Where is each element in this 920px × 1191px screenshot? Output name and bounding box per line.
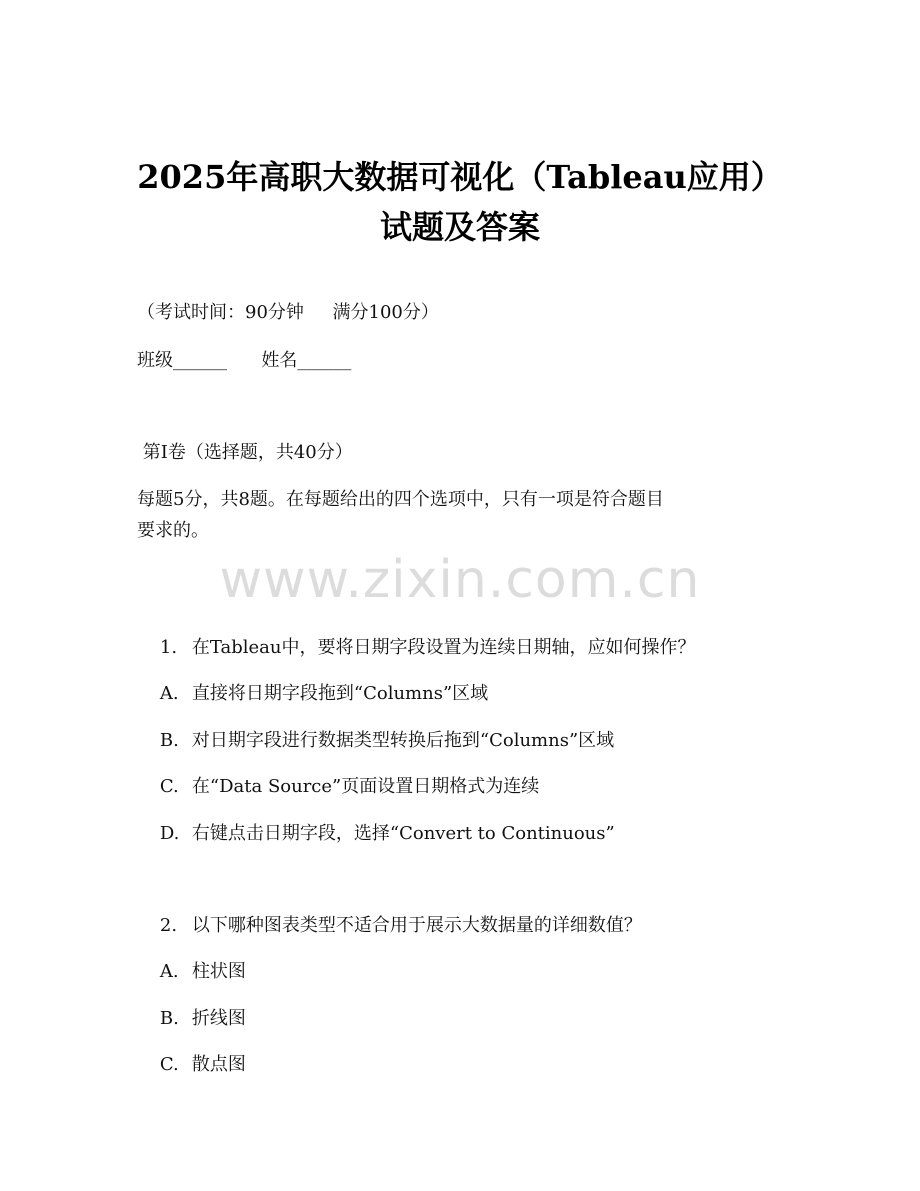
student-info: 班级______ 姓名______: [137, 350, 352, 371]
option-text: 在“Data Source”页面设置日期格式为连续: [191, 776, 540, 797]
section-heading: 第Ⅰ卷（选择题，共40分）: [137, 442, 353, 463]
document-title-line-2: 试题及答案: [379, 208, 540, 246]
option-letter: C.: [159, 776, 179, 797]
option-text: 折线图: [191, 1008, 246, 1029]
option-letter: C.: [159, 1054, 179, 1075]
option-letter: B.: [159, 730, 179, 751]
exam-info: （考试时间：90分钟 满分100分）: [137, 302, 439, 323]
section-instruction-line-2: 要求的。: [137, 520, 209, 541]
option-text: 散点图: [191, 1054, 246, 1075]
option-text: 柱状图: [191, 961, 246, 982]
option-letter: A.: [159, 683, 179, 704]
document-title-line-1: 2025年高职大数据可视化（Tableau应用）: [137, 158, 783, 196]
question-1-option-d: [137, 798, 615, 870]
watermark: www.zixin.com.cn: [219, 550, 701, 610]
question-number: 1.: [159, 637, 178, 658]
question-2-option-c: [137, 1029, 246, 1101]
section-instruction-line-1: 每题5分，共8题。在每题给出的四个选项中，只有一项是符合题目: [137, 489, 664, 510]
option-text: 右键点击日期字段，选择“Convert to Continuous”: [191, 823, 615, 844]
option-letter: B.: [159, 1008, 179, 1029]
option-letter: A.: [159, 961, 179, 982]
question-stem: 在Tableau中，要将日期字段设置为连续日期轴，应如何操作？: [191, 637, 696, 658]
question-stem: 以下哪种图表类型不适合用于展示大数据量的详细数值？: [191, 915, 642, 936]
option-text: 对日期字段进行数据类型转换后拖到“Columns”区域: [191, 730, 615, 751]
option-text: 直接将日期字段拖到“Columns”区域: [191, 683, 489, 704]
option-letter: D.: [159, 823, 180, 844]
question-number: 2.: [159, 915, 178, 936]
